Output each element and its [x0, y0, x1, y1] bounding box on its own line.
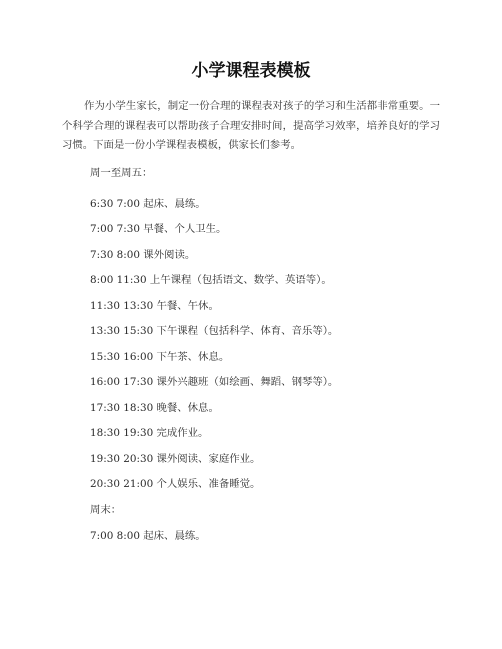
schedule-line: 16:00 17:30 课外兴趣班（如绘画、舞蹈、钢琴等）。 — [90, 376, 339, 388]
schedule-line: 19:30 20:30 课外阅读、家庭作业。 — [90, 453, 261, 465]
page-title: 小学课程表模板 — [191, 61, 311, 81]
schedule-line: 15:30 16:00 下午茶、休息。 — [90, 351, 230, 363]
schedule-line: 20:30 21:00 个人娱乐、准备睡觉。 — [90, 478, 261, 490]
schedule-line: 13:30 15:30 下午课程（包括科学、体育、音乐等）。 — [90, 325, 339, 337]
schedule-line: 18:30 19:30 完成作业。 — [90, 427, 209, 439]
schedule-line: 7:00 7:30 早餐、个人卫生。 — [90, 223, 227, 235]
schedule-line: 7:30 8:00 课外阅读。 — [90, 249, 196, 261]
schedule-line: 7:00 8:00 起床、晨练。 — [90, 530, 206, 542]
schedule-line: 6:30 7:00 起床、晨练。 — [90, 198, 206, 210]
intro-paragraph: 作为小学生家长，制定一份合理的课程表对孩子的学习和生活都非常重要。一个科学合理的课程表可以帮助孩子合理安排时间，提高学习效率，培养良好的学习习惯。下面是一份小学课程表模板，供家长们参考。 — [62, 100, 440, 151]
schedule-line: 8:00 11:30 上午课程（包括语文、数学、英语等）。 — [90, 274, 332, 286]
schedule-line: 11:30 13:30 午餐、午休。 — [90, 300, 219, 312]
weekend-heading: 周末： — [90, 504, 122, 516]
schedule-line: 17:30 18:30 晚餐、休息。 — [90, 402, 219, 414]
weekday-heading: 周一至周五： — [90, 167, 153, 179]
